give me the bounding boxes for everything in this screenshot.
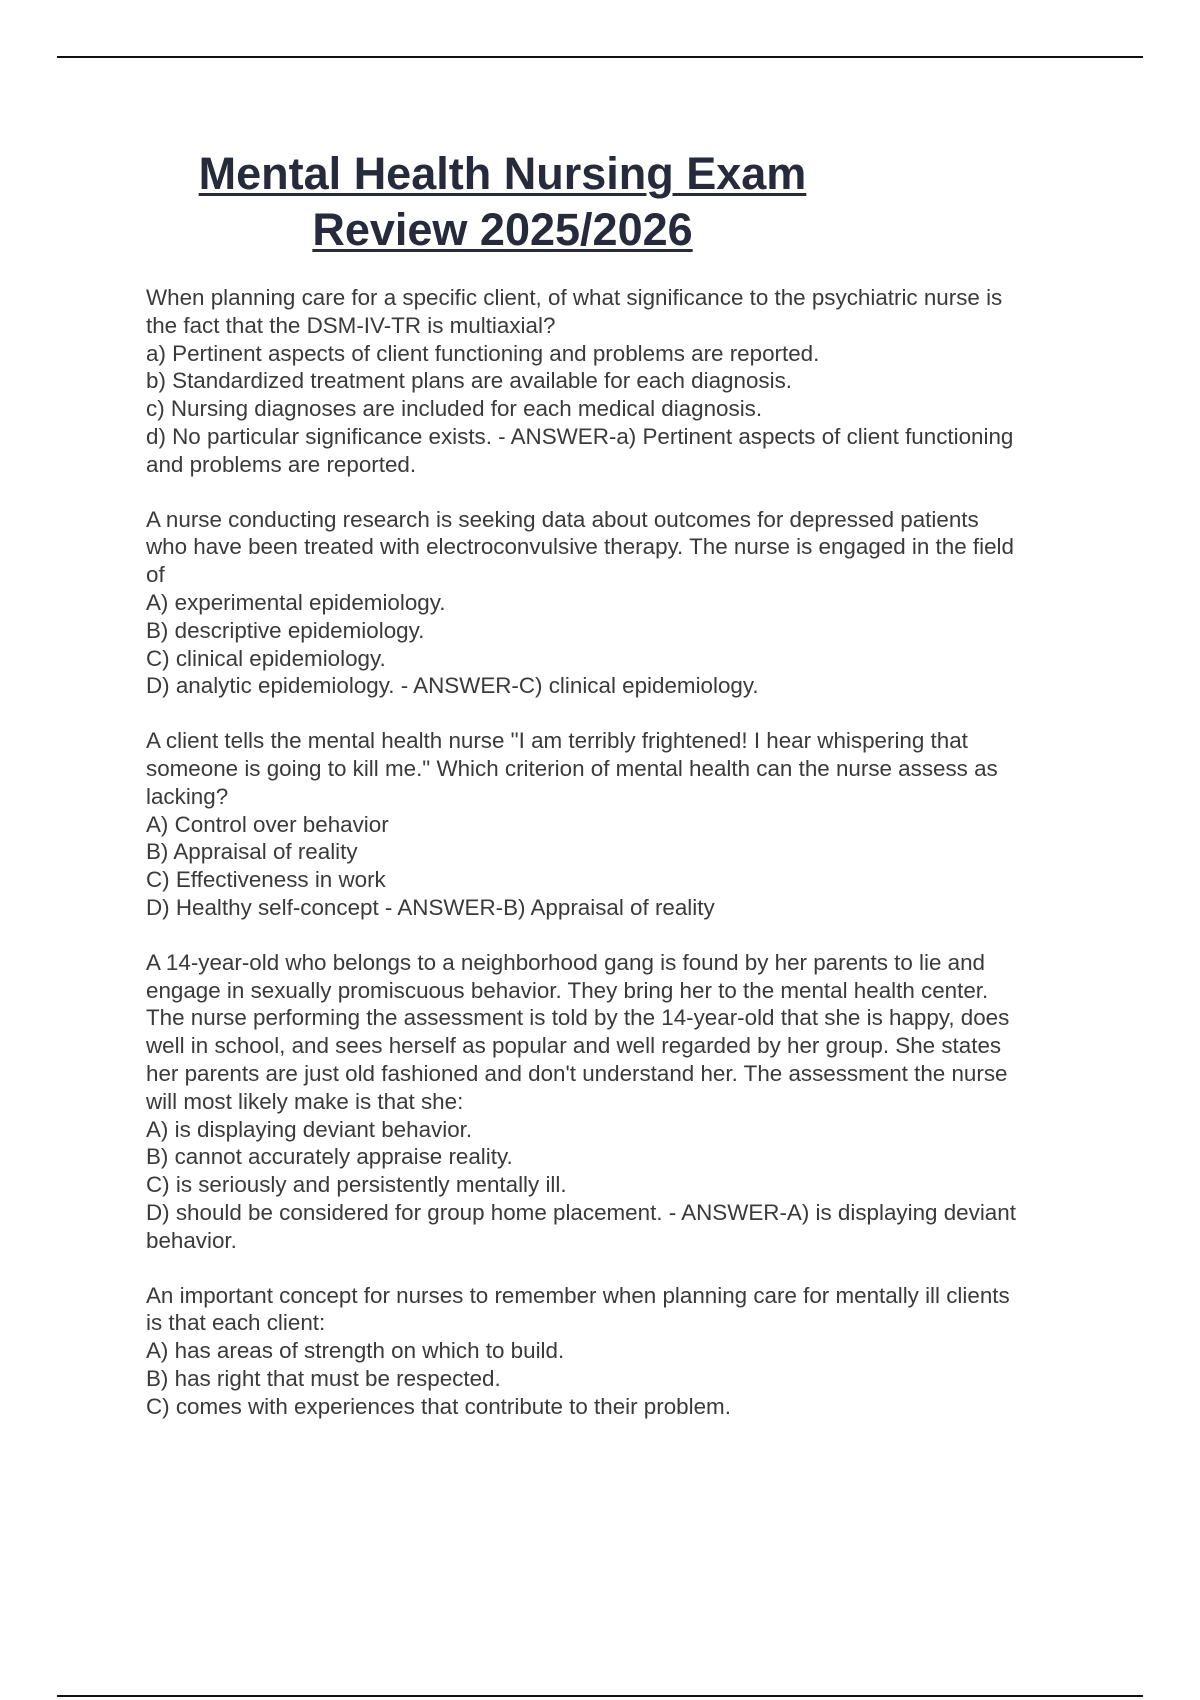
option-line: A) has areas of strength on which to build. — [146, 1338, 565, 1364]
question-line: who have been treated with electroconvulsive therapy. The nurse is engaged in the field — [146, 534, 1014, 560]
option-line: c) Nursing diagnoses are included for each medical diagnosis. — [146, 396, 763, 422]
question-block — [146, 1282, 1096, 1421]
question-line: well in school, and sees herself as popular and well regarded by her group. She states — [146, 1033, 1002, 1059]
option-line: A) is displaying deviant behavior. — [146, 1116, 473, 1142]
option-answer-line: D) should be considered for group home placement. - ANSWER-A) is displaying deviant — [146, 1199, 1016, 1225]
question-line: someone is going to kill me." Which criterion of mental health can the nurse assess as — [146, 755, 998, 781]
answer-line: and problems are reported. — [146, 451, 417, 477]
option-answer-line: D) Healthy self-concept - ANSWER-B) Appraisal of reality — [146, 894, 715, 920]
question-line: A client tells the mental health nurse "I am terribly frightened! I hear whispering that — [146, 728, 968, 754]
title-line-2: Review 2025/2026 — [312, 204, 693, 255]
top-rule — [57, 56, 1143, 58]
option-line: B) descriptive epidemiology. — [146, 617, 425, 643]
question-line: An important concept for nurses to remember when planning care for mentally ill clients — [146, 1282, 1010, 1308]
question-line: When planning care for a specific client, of what significance to the psychiatric nurse is — [146, 285, 1003, 310]
option-line: A) Control over behavior — [146, 811, 389, 837]
question-line: of — [146, 562, 165, 588]
question-line: will most likely make is that she: — [146, 1088, 464, 1114]
question-line: is that each client: — [146, 1310, 326, 1336]
option-line: B) has right that must be respected. — [146, 1365, 501, 1391]
question-line: A 14-year-old who belongs to a neighborhood gang is found by her parents to lie and — [146, 949, 985, 975]
answer-line: behavior. — [146, 1227, 237, 1253]
option-line: a) Pertinent aspects of client functioning and problems are reported. — [146, 340, 820, 366]
option-line: B) cannot accurately appraise reality. — [146, 1144, 513, 1170]
question-block — [146, 284, 1096, 479]
question-line: lacking? — [146, 783, 229, 809]
question-line: her parents are just old fashioned and don't understand her. The assessment the nurse — [146, 1060, 1008, 1086]
option-line: b) Standardized treatment plans are available for each diagnosis. — [146, 368, 792, 394]
question-block — [146, 506, 1096, 701]
option-line: C) Effectiveness in work — [146, 867, 386, 893]
question-line: A nurse conducting research is seeking data about outcomes for depressed patients — [146, 506, 979, 532]
option-answer-line: D) analytic epidemiology. - ANSWER-C) clinical epidemiology. — [146, 673, 759, 699]
option-line: C) is seriously and persistently mentally ill. — [146, 1172, 567, 1198]
option-answer-line: d) No particular significance exists. - ANSWER-a) Pertinent aspects of client functioning — [146, 423, 1014, 449]
option-line: C) comes with experiences that contribute to their problem. — [146, 1393, 731, 1419]
question-line: engage in sexually promiscuous behavior. They bring her to the mental health center. — [146, 977, 989, 1003]
question-list — [146, 284, 1096, 1447]
question-line: the fact that the DSM-IV-TR is multiaxial? — [146, 312, 556, 338]
option-line: B) Appraisal of reality — [146, 839, 358, 865]
question-line: The nurse performing the assessment is told by the 14-year-old that she is happy, does — [146, 1005, 1010, 1031]
option-line: A) experimental epidemiology. — [146, 589, 446, 615]
question-block — [146, 949, 1096, 1255]
title-line-1: Mental Health Nursing Exam — [198, 148, 807, 199]
option-line: C) clinical epidemiology. — [146, 645, 386, 671]
page-title — [130, 146, 875, 258]
question-block — [146, 727, 1096, 922]
bottom-rule — [57, 1695, 1143, 1697]
